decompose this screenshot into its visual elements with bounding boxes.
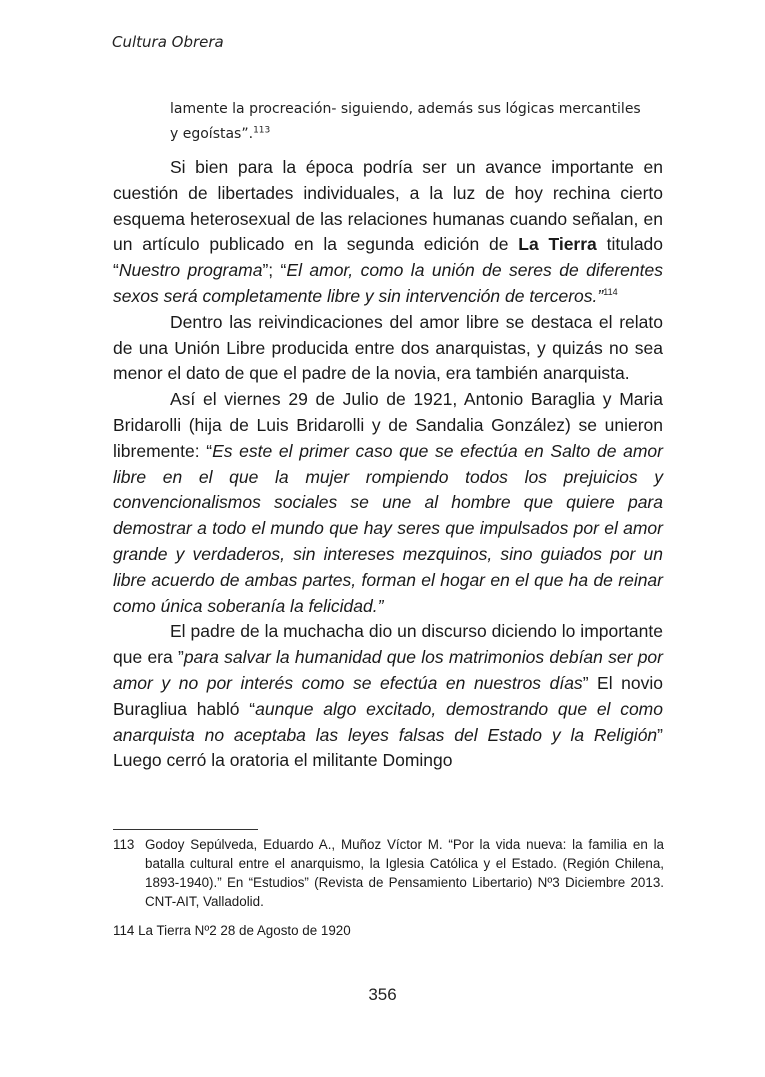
running-title: Cultura Obrera <box>112 33 224 51</box>
paragraph-1 <box>113 155 663 310</box>
footnote-number: 114 <box>113 923 135 938</box>
footnote-114 <box>113 921 664 940</box>
footnote-113 <box>113 835 664 911</box>
paragraph-3-quote: Es este el primer caso que se efectúa en Salto de amor libre en el que la mujer rompiendo todos los prejuicios y convencionalismos sociales se une al hombre que quiere para demostrar a todo el mundo que hay seres que impulsados por el amor grande y verdaderos, sin intereses mezquinos, sino guiados por un libre acuerdo de ambas partes, forman el hogar en el que ha de reinar como única soberanía la felicidad.” <box>113 440 663 616</box>
footnote-divider <box>113 829 258 830</box>
newspaper-title-la-tierra: La Tierra <box>518 234 597 255</box>
quote-line-1: lamente la procreación- siguiendo, además sus lógicas mercantiles <box>170 101 641 117</box>
quote-line-2-text: y egoístas”. <box>170 126 254 142</box>
paragraph-4-text-b: ” El novio Buragliua habló “ <box>113 672 663 719</box>
paragraph-4-text-a: El padre de la muchacha dio un discurso diciendo lo importante que era ” <box>113 621 663 668</box>
paragraph-3-text-a: Así el viernes 29 de Julio de 1921, Antonio Baraglia y Maria Bridarolli (hija de Luis Bridarolli y de Sandalia González) se unieron libremente: “ <box>113 389 663 461</box>
paragraph-1-text-a: Si bien para la época podría ser un avance importante en cuestión de libertades individuales, a la luz de hoy rechina cierto esquema heterosexual de las relaciones humanas cuando señalan, en un artículo publicado en la segunda edición de <box>113 157 663 255</box>
paragraph-3 <box>113 387 663 619</box>
quote-continuation <box>170 97 663 147</box>
footnote-ref-114: 114 <box>603 287 618 298</box>
footnote-text: Godoy Sepúlveda, Eduardo A., Muñoz Víctor M. “Por la vida nueva: la familia en la batalla cultural entre el anarquismo, la Iglesia Católica y el Estado. (Región Chilena, 1893-1940).” En “Estudios” (Revista de Pensamiento Libertario) Nº3 Diciembre 2013. CNT-AIT, Valladolid. <box>145 837 664 909</box>
paragraph-4-text-c: ” Luego cerró la oratoria el militante Domingo <box>113 724 663 771</box>
paragraph-4 <box>113 619 663 774</box>
paragraph-1-text-b: titulado “ <box>113 234 664 281</box>
footnote-ref-113: 113 <box>253 125 271 136</box>
paragraph-4-quote-1: para salvar la humanidad que los matrimonios debían ser por amor y no por interés como se efectúa en nuestros días <box>113 647 663 693</box>
paragraph-4-quote-2: aunque algo excitado, demostrando que el como anarquista no aceptaba las leyes falsas del Estado y la Religión <box>113 698 663 745</box>
body-text <box>113 155 663 774</box>
quote-line-2 <box>170 122 663 147</box>
footnote-number: 113 <box>113 837 135 852</box>
footnote-text: La Tierra Nº2 28 de Agosto de 1920 <box>138 923 351 938</box>
footnotes <box>113 835 664 940</box>
paragraph-1-quote: El amor, como la unión de seres de diferentes sexos será completamente libre y sin intervención de terceros.” <box>113 260 663 306</box>
paragraph-2: Dentro las reivindicaciones del amor libre se destaca el relato de una Unión Libre producida entre dos anarquistas, y quizás no sea menor el dato de que el padre de la novia, era también anarquista. <box>113 311 663 384</box>
page-number: 356 <box>368 985 397 1004</box>
article-title: Nuestro programa <box>118 260 263 281</box>
paragraph-1-text-c: ”; “ <box>262 260 287 281</box>
